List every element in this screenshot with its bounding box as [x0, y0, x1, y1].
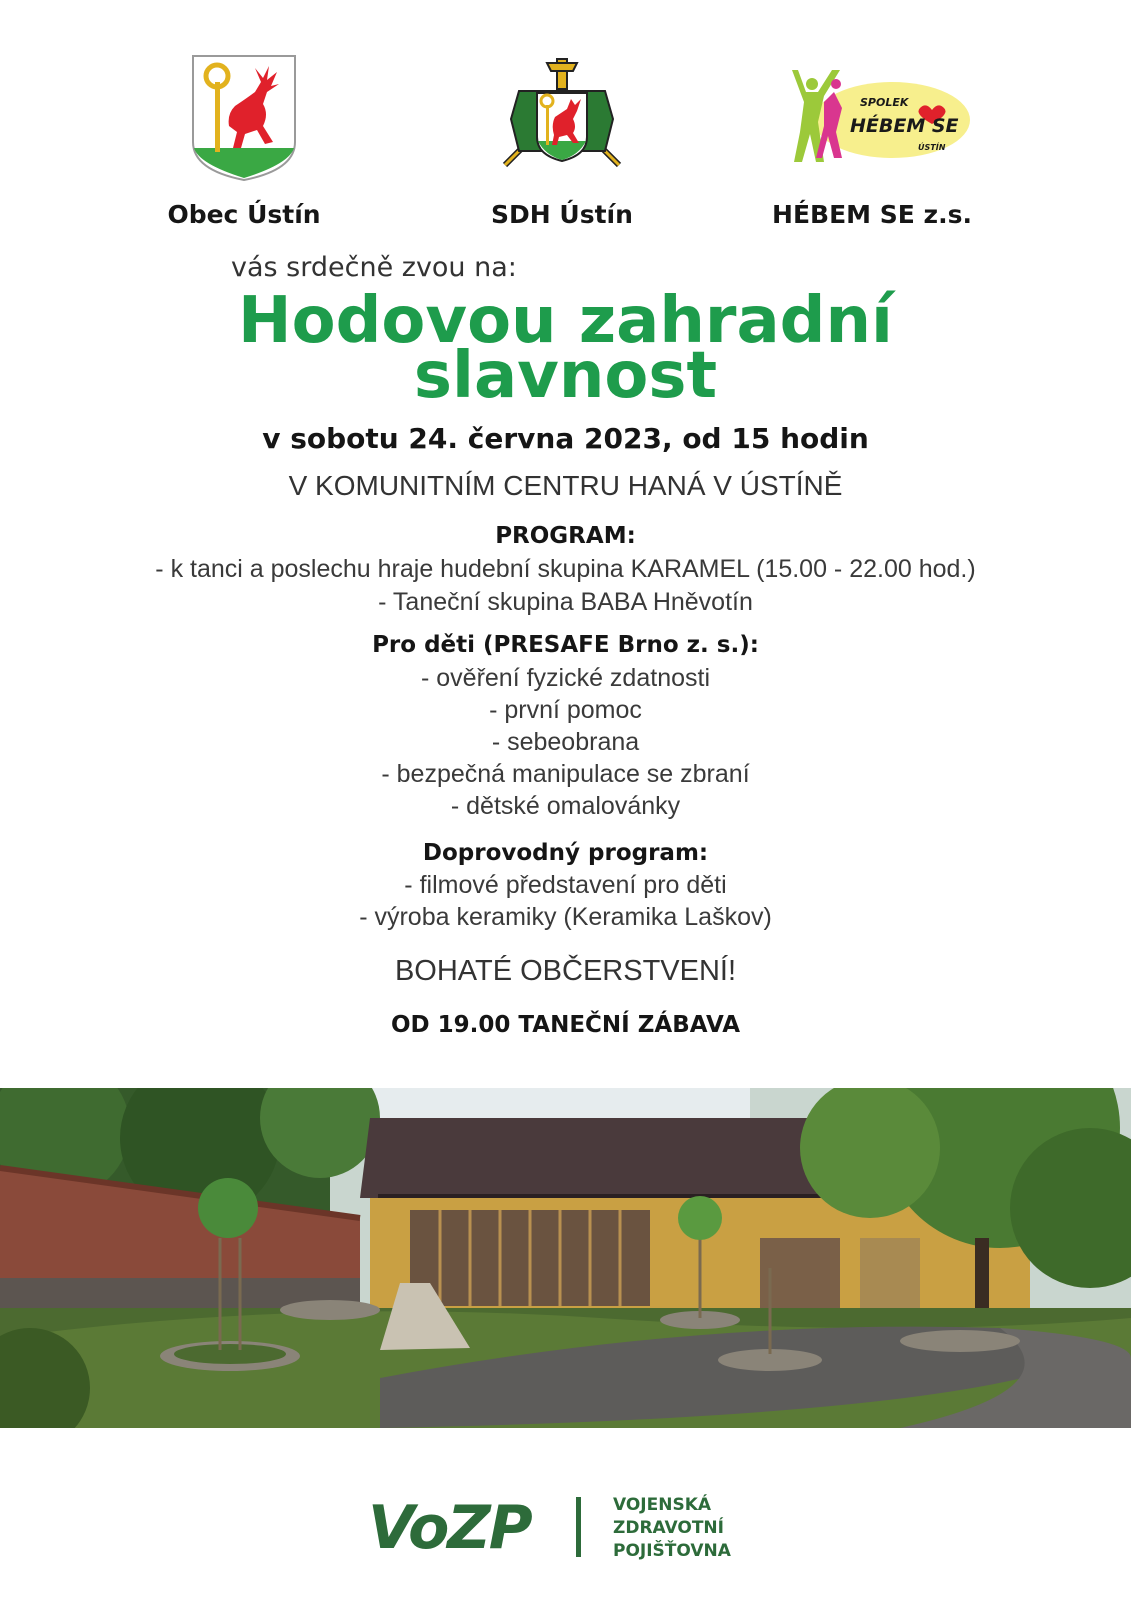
vozp-word: VOJENSKÁ	[613, 1495, 712, 1515]
list-item: - výroba keramiky (Keramika Laškov)	[359, 903, 772, 931]
vozp-divider	[576, 1497, 581, 1557]
list-item: - bezpečná manipulace se zbraní	[381, 760, 750, 788]
invite-text: vás srdečně zvou na:	[231, 252, 517, 283]
hebem-logo-main-text: HÉBEM SE	[850, 115, 959, 137]
list-item: - sebeobrana	[491, 728, 640, 756]
hebem-se-logo	[752, 52, 992, 182]
organizer-name: SDH Ústín	[491, 200, 633, 229]
vozp-logo: VoZP	[368, 1493, 531, 1563]
event-date: v sobotu 24. června 2023, od 15 hodin	[262, 422, 869, 455]
hebem-logo-top-text: SPOLEK	[860, 96, 909, 109]
event-place: V KOMUNITNÍM CENTRU HANÁ V ÚSTÍNĚ	[288, 470, 843, 501]
organizer-name: HÉBEM SE z.s.	[772, 200, 972, 229]
refreshments-text: BOHATÉ OBČERSTVENÍ!	[394, 955, 737, 987]
organizer-sdh	[442, 52, 682, 229]
ustin-coat-of-arms-logo	[124, 52, 364, 182]
vozp-word: POJIŠŤOVNA	[613, 1541, 731, 1561]
list-item: - k tanci a poslechu hraje hudební skupina KARAMEL (15.00 - 22.00 hod.)	[155, 555, 976, 583]
vozp-wordmark	[613, 1494, 731, 1563]
list-item: - filmové představení pro děti	[404, 871, 727, 899]
extra-program-heading: Doprovodný program:	[422, 840, 709, 866]
list-item: - ověření fyzické zdatnosti	[420, 664, 710, 692]
organizer-hebem	[752, 52, 992, 229]
vozp-word: ZDRAVOTNÍ	[613, 1518, 724, 1538]
list-item: - Taneční skupina BABA Hněvotín	[378, 588, 753, 616]
kids-heading: Pro děti (PRESAFE Brno z. s.):	[372, 632, 759, 658]
organizer-name: Obec Ústín	[167, 200, 321, 229]
list-item: - dětské omalovánky	[450, 792, 681, 820]
list-item: - první pomoc	[489, 696, 642, 724]
firefighters-emblem-logo	[442, 52, 682, 182]
community-centre-photo	[0, 1088, 1131, 1428]
program-heading: PROGRAM:	[495, 523, 636, 549]
organizer-obec	[124, 52, 364, 229]
hebem-logo-bottom-text: ÚSTÍN	[918, 143, 946, 152]
event-title-line2: slavnost	[413, 339, 718, 413]
event-title-line1: Hodovou zahradní	[238, 284, 893, 358]
dance-text: OD 19.00 TANEČNÍ ZÁBAVA	[390, 1012, 741, 1038]
